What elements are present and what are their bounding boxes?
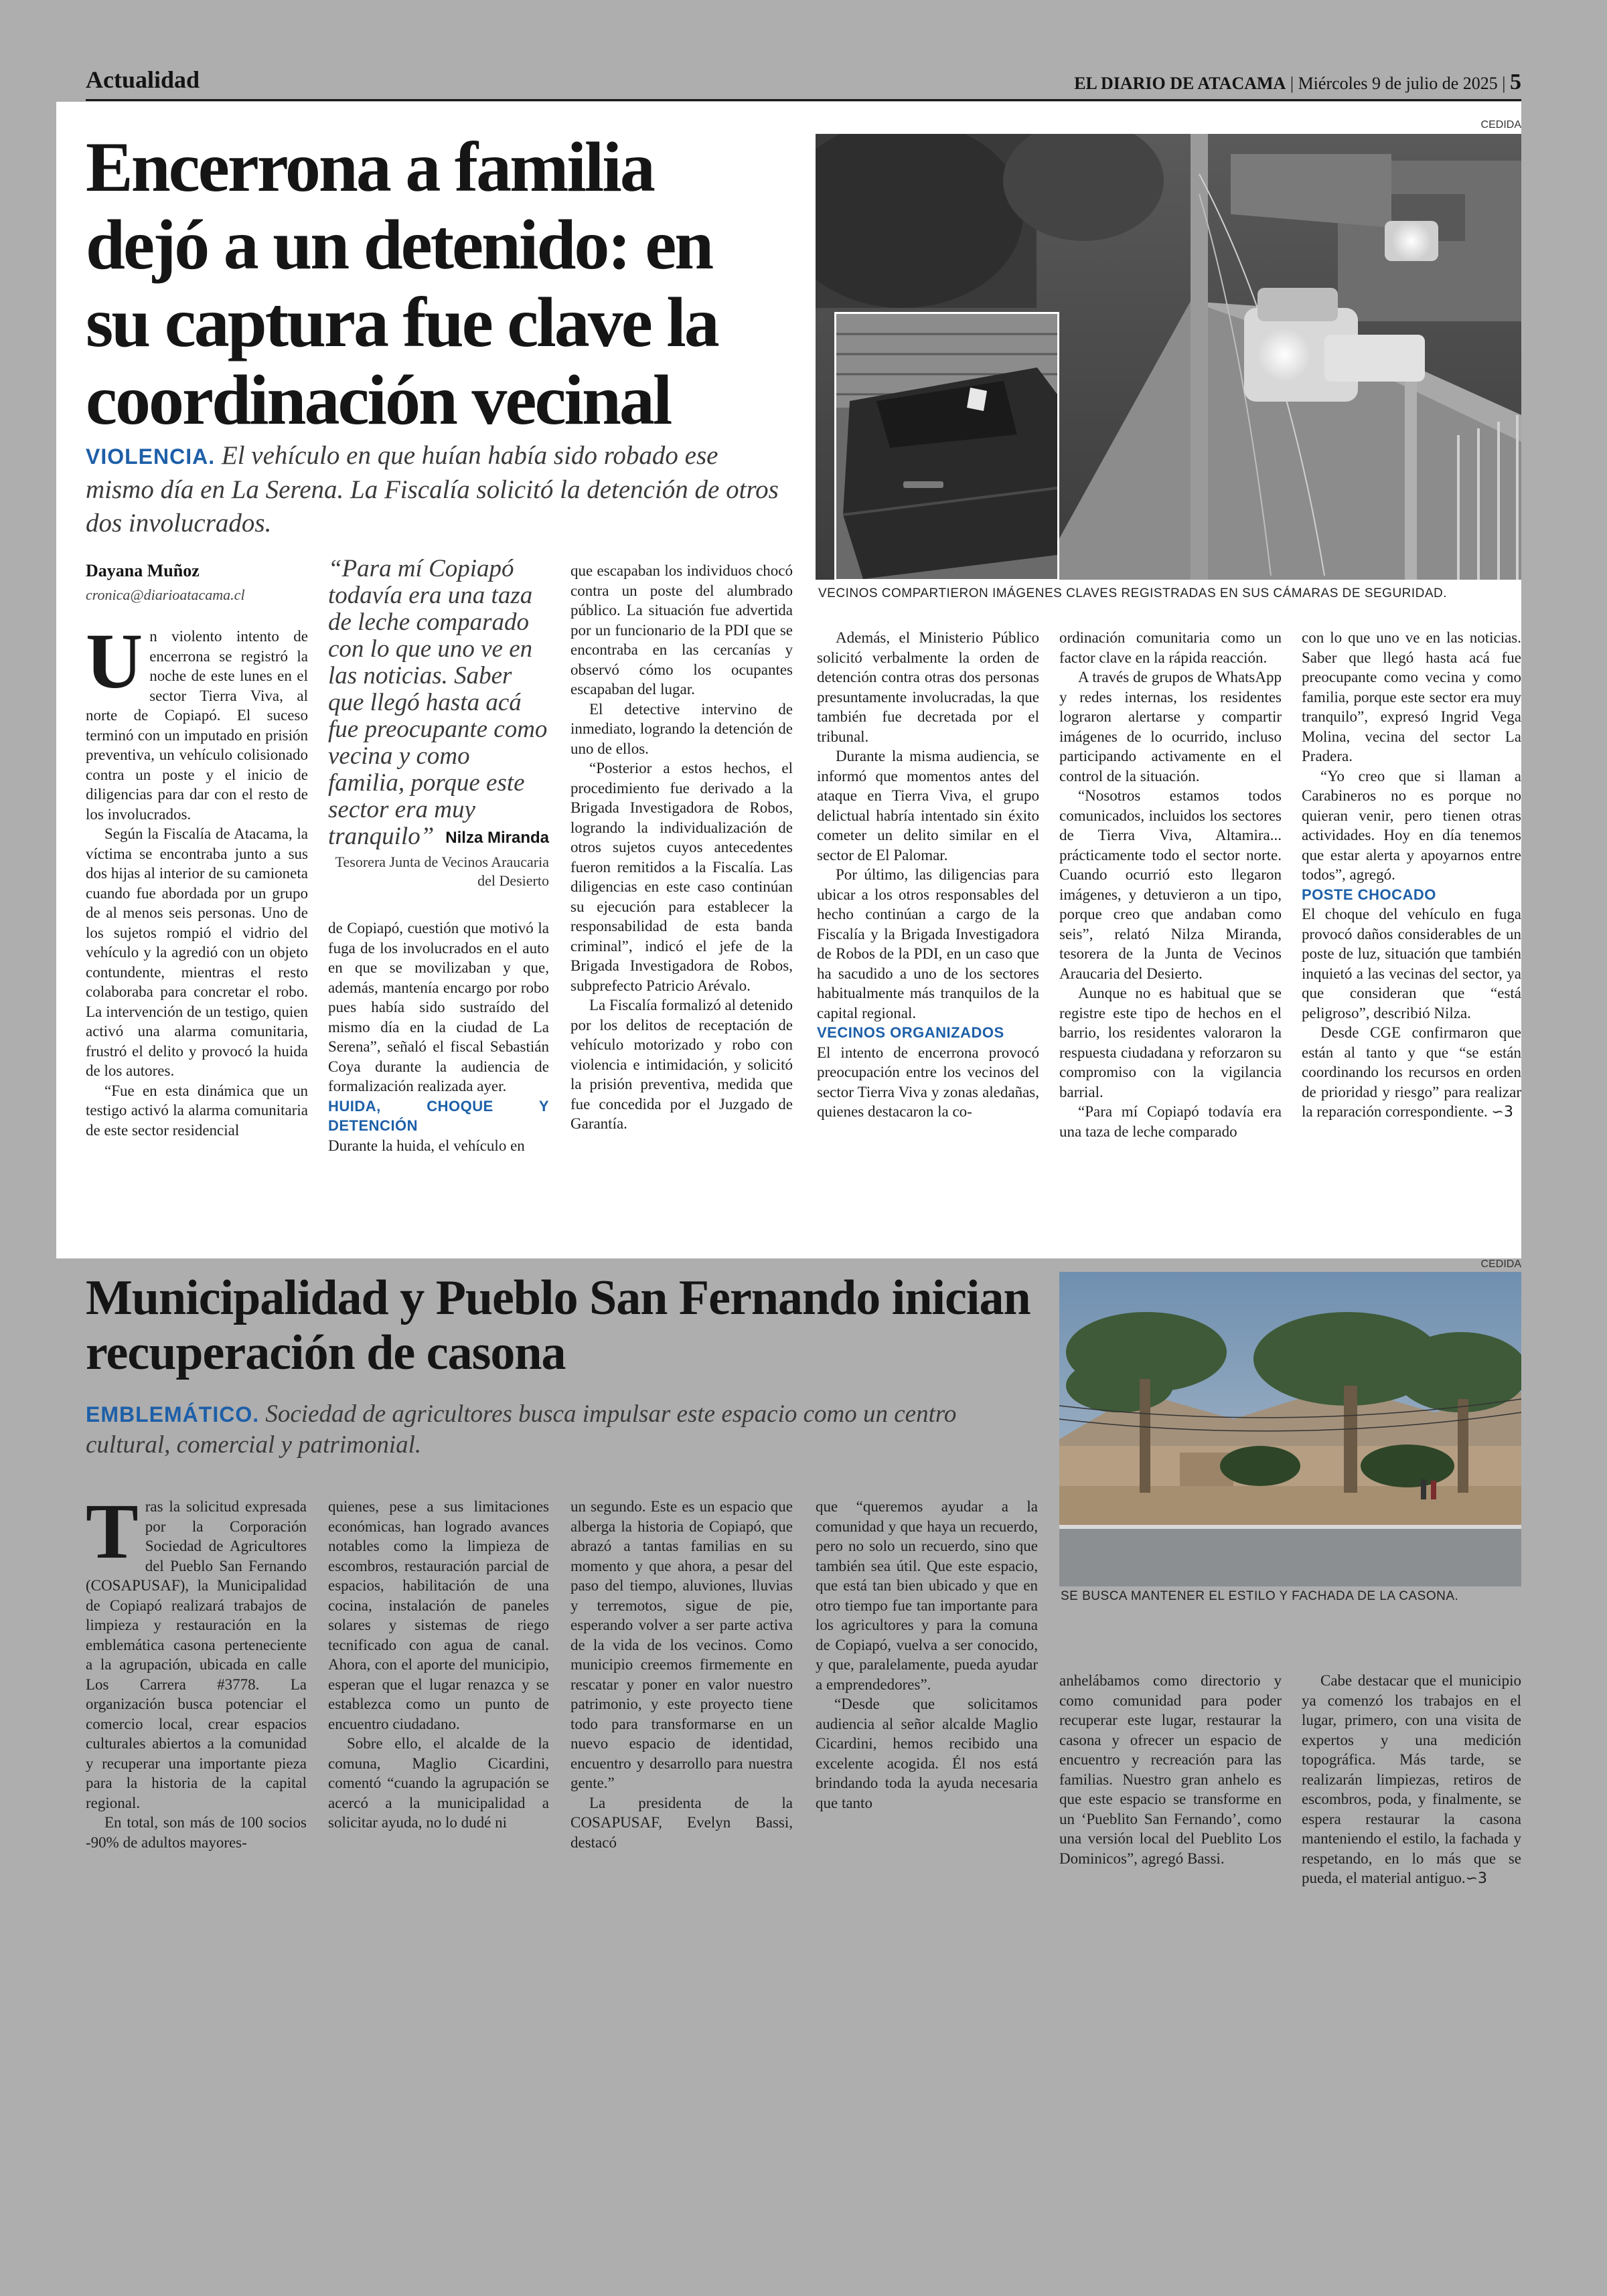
article1-column-1: [86, 617, 308, 1140]
newspaper-name: EL DIARIO DE ATACAMA: [1074, 74, 1286, 93]
article1-col6-p3: El choque del vehículo en fuga provocó daños considerables de un poste de luz, situación que también inquietó a las vecinas del sector, ya que consideran que “está peligroso”, describió Nilza.: [1302, 906, 1521, 1021]
article2-lead-text: Sociedad de agricultores busca impulsar este espacio como un centro cultural, comercial y patrimonial.: [86, 1400, 957, 1459]
damaged-vehicle-image: [836, 314, 1057, 579]
article2-col1-p2: En total, son más de 100 socios -90% de adultos mayores-: [86, 1814, 307, 1851]
article1-col3-p4: La Fiscalía formalizó al detenido por los delitos de receptación de vehículo motorizado y robo con violencia e intimidación, y solicitó la prisión preventiva, medida que fue concedida por el Juzgado de Garantía.: [570, 997, 793, 1132]
article1-headline: Encerrona a familia dejó a un detenido: en su captura fue clave la coordinación vecinal: [86, 128, 718, 439]
article2-col4-p1: que “queremos ayudar a la comunidad y que haya un recuerdo, pero no solo un recuerdo, sino que también sea útil. Que este espacio, que está tan bien ubicado y que en otro tiempo fue tan importante para los agricultores y para la comuna de Copiapó, vuelva a ser conocido, y que, paralelamente, pueda ayudar a emprendedores”.: [816, 1498, 1038, 1693]
article1-author-email: cronica@diarioatacama.cl: [86, 586, 245, 603]
article1-col5-p2: A través de grupos de WhatsApp y redes internas, los residentes lograron alertarse y compartir imágenes de lo ocurrido, incluso participando activamente en el control de la situación.: [1059, 669, 1282, 785]
article2-col2-p2: Sobre ello, el alcalde de la comuna, Maglio Cicardini, comentó “cuando la agrupación se acercó a la municipalidad a solicitar ayuda, no lo dudé ni: [328, 1735, 549, 1831]
article1-subhead-vecinos: VECINOS ORGANIZADOS: [817, 1024, 1004, 1041]
pull-quote-role: Tesorera Junta de Vecinos Araucaria del Desierto: [335, 853, 549, 889]
article2-col5-p1: anhelábamos como directorio y como comunidad para poder recuperar este lugar, restaurar la casona y ofrecer un espacio de encuentro y recreación para las familias. Nuestro gran anhelo es que este espacio se transforme en un ‘Pueblito San Fernando’, como una versión local del Pueblito Los Dominicos”, agregó Bassi.: [1059, 1672, 1282, 1867]
article2-col2-p1: quienes, pese a sus limitaciones económicas, han logrado avances notables como la limpieza de escombros, restauración parcial de espacios, habilitación de una cocina, instalación de paneles solares y sistemas de riego tecnificado con agua de canal. Ahora, con el aporte del municipio, esperan que el lugar renazca y se establezca como un punto de encuentro ciudadano.: [328, 1498, 549, 1732]
article2-column-4: [816, 1497, 1038, 1813]
article1-col5-p5: “Para mí Copiapó todavía era una taza de leche comparado: [1059, 1103, 1282, 1140]
article2-col6-p1: Cabe destacar que el municipio ya comenzó los trabajos en el lugar, primero, con una visita de expertos y una medición topográfica. Más tarde, se realizarán limpiezas, retiros de escombros, poda, y finalmente, se espera restaurar la casona manteniendo el estilo, la fachada y respetando, en lo más que se pueda, el material antiguo.: [1302, 1672, 1521, 1886]
casona-photo: [1059, 1272, 1521, 1586]
article1-col1-p3: “Fue en esta dinámica que un testigo activó la alarma comunitaria de este sector residencial: [86, 1082, 308, 1139]
article1-lead-text: El vehículo en que huían había sido robado ese mismo día en La Serena. La Fiscalía solicitó la detención de otros dos involucrados.: [86, 441, 779, 538]
article1-dropcap: U: [86, 617, 143, 705]
article1-col2-p1: de Copiapó, cuestión que motivó la fuga de los involucrados en el auto en que se movilizaban y que, además, mantenía encargo por robo pues había sido sustraído del mismo día en la ciudad de La Serena”, señaló el fiscal Sebastián Coya durante la audiencia de formalización realizada ayer.: [328, 920, 549, 1094]
article1-col4-p1: Además, el Ministerio Público solicitó verbalmente la orden de detención contra otras dos personas presuntamente involucradas, la que también fue decretada por el tribunal.: [817, 629, 1039, 745]
article1-col4-p2: Durante la misma audiencia, se informó que momentos antes del ataque en Tierra Viva, el grupo delictual habría intentado sin éxito cometer un delito similar en el sector de El Palomar.: [817, 748, 1039, 864]
article1-col6-p1: con lo que uno ve en las noticias. Saber que llegó hasta acá fue preocupante como vecina y como familia, porque este sector era muy tranquilo”, expresó Ingrid Vega Molina, vecina del sector La Pradera.: [1302, 629, 1521, 764]
article1-subhead-poste: POSTE CHOCADO: [1302, 886, 1436, 903]
article1-column-5: [1059, 628, 1282, 1141]
article2-column-2: [328, 1497, 549, 1833]
article2-lead: [86, 1399, 1037, 1461]
issue-date: Miércoles 9 de julio de 2025: [1298, 74, 1498, 93]
photo2-credit: CEDIDA: [1480, 1258, 1521, 1270]
article2-column-3: [570, 1497, 793, 1852]
page-header: [86, 64, 1521, 101]
article1-pull-quote: “Para mí Copiapó todavía era una taza de leche comparado con lo que uno ve en las noticias. Saber que llegó hasta acá fue preocupante como vecina y como familia, porque este sector era muy tranquilo”: [328, 555, 548, 850]
article1-col4-p3: Por último, las diligencias para ubicar a los otros responsables del hecho continúan a cargo de la Fiscalía y la Brigada Investigadora de Robos de la PDI, en un caso que ha sacudido a uno de los sectores habitualmente más tranquilos de la capital regional.: [817, 866, 1039, 1021]
photo1-caption: VECINOS COMPARTIERON IMÁGENES CLAVES REGISTRADAS EN SUS CÁMARAS DE SEGURIDAD.: [818, 586, 1448, 600]
article1-lead: [86, 439, 789, 540]
page-number: 5: [1510, 70, 1521, 94]
photo1-credit: CEDIDA: [1480, 119, 1521, 131]
article2-column-6: [1302, 1671, 1521, 1889]
photo2-caption: SE BUSCA MANTENER EL ESTILO Y FACHADA DE LA CASONA.: [1061, 1589, 1459, 1603]
article1-col5-p3: “Nosotros estamos todos comunicados, incluidos los sectores de Tierra Viva, Altamira... prácticamente todo el sector norte. Cuando ocurrió esto llegaron imágenes, y detuvieron a un tipo, porque creo que andaban como seis”, relató Nilza Miranda, tesorera de la Junta de Vecinos Araucaria del Desierto.: [1059, 787, 1282, 982]
article1-author: Dayana Muñoz: [86, 561, 200, 580]
article2-col1-p1: ras la solicitud expresada por la Corporación Sociedad de Agricultores del Pueblo San Fernando (COSAPUSAF), la Municipalidad de Copiapó realizará trabajos de limpieza y restauración en la emblemática casona perteneciente a la agrupación, ubicada en calle Los Carrera #3778. La organización busca potenciar el comercio local, crear espacios culturales abiertos a la comunidad y recuperar una importante pieza para la historia de la capital regional.: [86, 1498, 307, 1811]
article2-column-1: [86, 1487, 307, 1852]
article1-col4-p4: El intento de encerrona provocó preocupación entre los vecinos del sector Tierra Viva y zonas aledañas, quienes destacaron la co-: [817, 1044, 1039, 1120]
article2-headline: Municipalidad y Pueblo San Fernando inician recuperación de casona: [86, 1270, 1030, 1380]
article1-col6-p2: “Yo creo que si llaman a Carabineros no es porque no quieran venir, pero tienen otras actividades. Hoy en día tenemos que estar alerta y apoyarnos entre todos”, agregó.: [1302, 767, 1521, 883]
article1-col6-p4: Desde CGE confirmaron que están al tanto y que “se están coordinando los recursos en orden de prioridad y riesgo” para realizar la reparación correspondiente.: [1302, 1024, 1521, 1120]
article1-end-mark: ∽3: [1491, 1104, 1513, 1121]
article1-col5-p4: Aunque no es habitual que se registre este tipo de hechos en el barrio, los residentes valoraron la respuesta ciudadana y reforzaron su compromiso con la vigilancia barrial.: [1059, 985, 1282, 1100]
article2-col3-p2: La presidenta de la COSAPUSAF, Evelyn Bassi, destacó: [570, 1794, 793, 1851]
article1-col1-p1: n violento intento de encerrona se registró la noche de este lunes en el sector Tierra Viva, al norte de Copiapó. El suceso terminó con un imputado en prisión preventiva, un vehículo colisionado contra un poste y el inicio de diligencias para dar con el resto de los involucrados.: [86, 628, 308, 823]
article1-column-3: [570, 561, 793, 1134]
article1-col3-p3: “Posterior a estos hechos, el procedimiento fue derivado a la Brigada Investigadora de Robos, logrando la individualización de otros sujetos cuyos antecedentes fueron remitidos a la Fiscalía. Las diligencias en este caso continúan su ejecución para establecer la responsabilidad de esta banda criminal”, indicó el jefe de la Brigada Investigadora de Robos, subprefecto Patricio Arévalo.: [570, 760, 793, 994]
article1-column-2: [328, 918, 549, 1155]
article2-kicker: EMBLEMÁTICO.: [86, 1402, 260, 1426]
article2-end-mark: ∽3: [1465, 1870, 1488, 1887]
article2-dropcap: T: [86, 1487, 139, 1575]
casona-image: [1059, 1272, 1521, 1586]
article1-col5-p1: ordinación comunitaria como un factor clave en la rápida reacción.: [1059, 629, 1282, 666]
article1-kicker: VIOLENCIA.: [86, 444, 216, 469]
article2-column-5: [1059, 1671, 1282, 1868]
masthead-info: EL DIARIO DE ATACAMA | Miércoles 9 de julio de 2025 | 5: [1074, 70, 1521, 94]
article1-col1-p2: Según la Fiscalía de Atacama, la víctima se encontraba junto a sus dos hijas al interior de su camioneta cuando fue abordada por un grupo de al menos seis personas. Uno de los sujetos rompió el vidrio del vehículo y la agredió con un objeto contundente, mientras el resto colaboraba para concretar el robo. La intervención de un testigo, quien activó una alarma comunitaria, frustró el delito y provocó la huida de los autores.: [86, 825, 308, 1079]
article2-col4-p2: “Desde que solicitamos audiencia al señor alcalde Maglio Cicardini, hemos recibido una excelente acogida. Él nos está brindando toda la ayuda necesaria que tanto: [816, 1696, 1038, 1811]
article1-col2-p2: Durante la huida, el vehículo en: [328, 1137, 525, 1154]
damaged-vehicle-photo: [834, 312, 1059, 581]
article1-col3-p2: El detective intervino de inmediato, logrando la detención de uno de ellos.: [570, 700, 793, 757]
article1-subhead-huida: HUIDA, CHOQUE Y DETENCIÓN: [328, 1097, 549, 1134]
article1-col3-p1: que escapaban los individuos chocó contra un poste del alumbrado público. La situación fue advertida por un funcionario de la PDI que se encontraba en las cercanías y observó cómo los ocupantes escapaban del lugar.: [570, 562, 793, 698]
pull-quote-name: Nilza Miranda: [445, 829, 549, 847]
article2-col3-p1: un segundo. Este es un espacio que alberga la historia de Copiapó, que abrazó a tantas familias en su momento y que ahora, a pesar del paso del tiempo, aluviones, lluvias y terremotos, sigue de pie, esperando volver a ser parte activa de la vida de los vecinos. Como municipio creemos firmemente en rescatar y poner en valor nuestro patrimonio, y este proyecto tiene todo para transformarse en un nuevo espacio de identidad, encuentro y desarrollo para nuestra gente.”: [570, 1498, 793, 1791]
article1-column-6: [1302, 628, 1521, 1123]
article1-column-4: [817, 628, 1039, 1122]
section-name: Actualidad: [86, 66, 200, 93]
